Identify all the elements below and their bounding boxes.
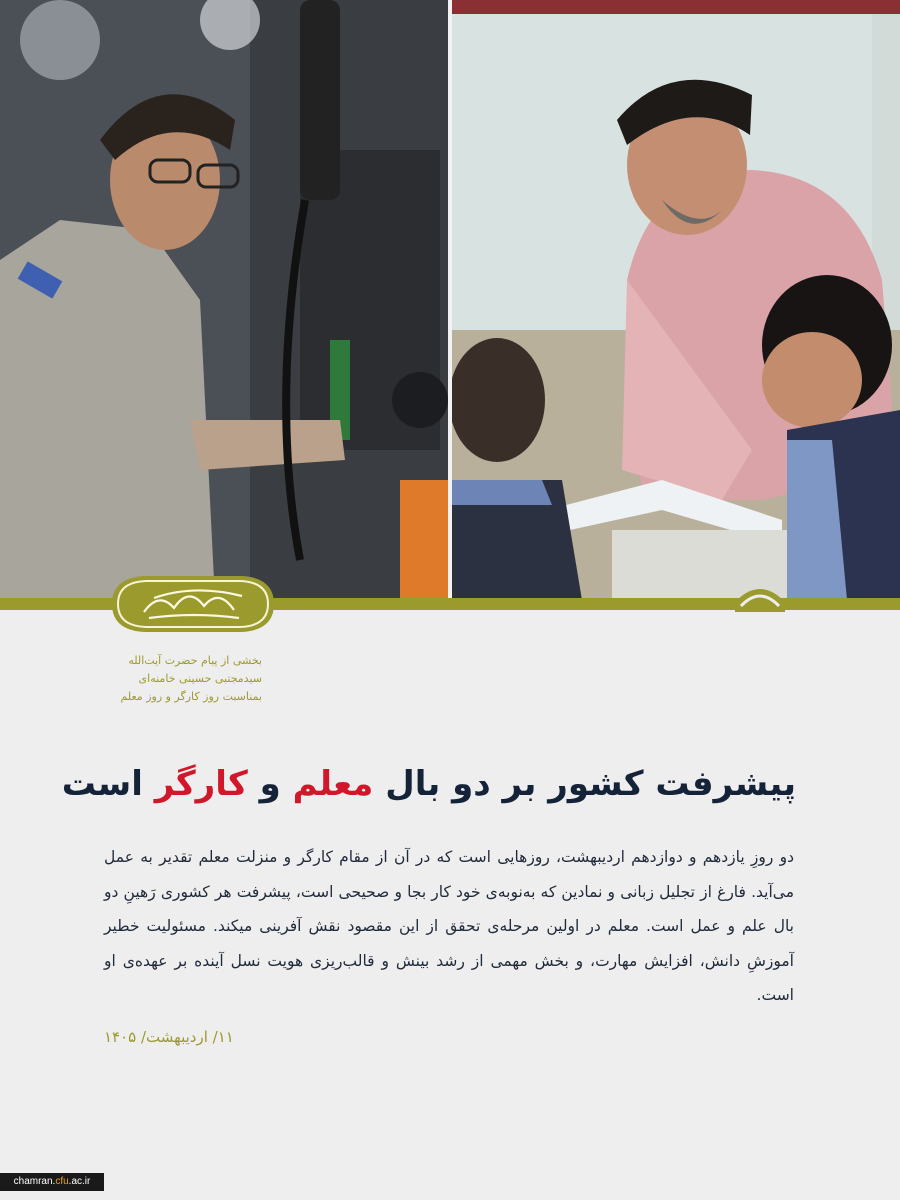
calligraphy-seal-icon [104, 566, 282, 642]
site-suffix: .ac.ir [68, 1176, 91, 1187]
headline-part-1: پیشرفت کشور بر دو بال [373, 764, 796, 804]
olive-notch-ornament [735, 582, 785, 612]
headline-highlight-worker: کارگر [154, 764, 248, 804]
message-intro [104, 652, 262, 706]
message-body: دو روزِ یازدهم و دوازدهم اردیبهشت، روزهایی است که در آن از مقام کارگر و منزلت معلم تقدیر به عمل می‌آید. فارغ از تجلیل زبانی و نمادین که به‌نوبه‌ی خود کار بجا و صحیحی است، پیشرفت هر کشوری رَهینِ دو بال علم و عمل است. معلم در اولین مرحله‌ی تحقق از این مقصود نقش آفرینی میکند. مسئولیت خطیر آموزشِ دانش، افزایش مهارت، و بخش مهمی از رشد بینش و قالب‌ریزی هویت نسل آینده بر عهده‌ی او است. [104, 848, 794, 1004]
headline-highlight-teacher: معلم [292, 764, 374, 804]
classroom-teacher-illustration [452, 0, 900, 600]
headline-part-2: و [247, 764, 293, 804]
site-watermark [0, 1173, 104, 1191]
headline-part-3: است [61, 764, 155, 804]
intro-line-3: بمناسبت روز کارگر و روز معلم [120, 690, 262, 703]
intro-line-2: سیدمجتبی حسینی خامنه‌ای [138, 672, 262, 685]
classroom-teacher-photo [452, 0, 900, 600]
intro-line-1: بخشی از پیام حضرت آیت‌الله [128, 654, 262, 667]
message-date: ۱۱/ اردیبهشت/ ۱۴۰۵ [104, 1028, 234, 1046]
factory-worker-illustration [0, 0, 448, 600]
headline [61, 764, 796, 804]
site-prefix: chamran. [13, 1176, 56, 1187]
site-accent: cfu [55, 1176, 69, 1187]
factory-worker-photo [0, 0, 448, 600]
